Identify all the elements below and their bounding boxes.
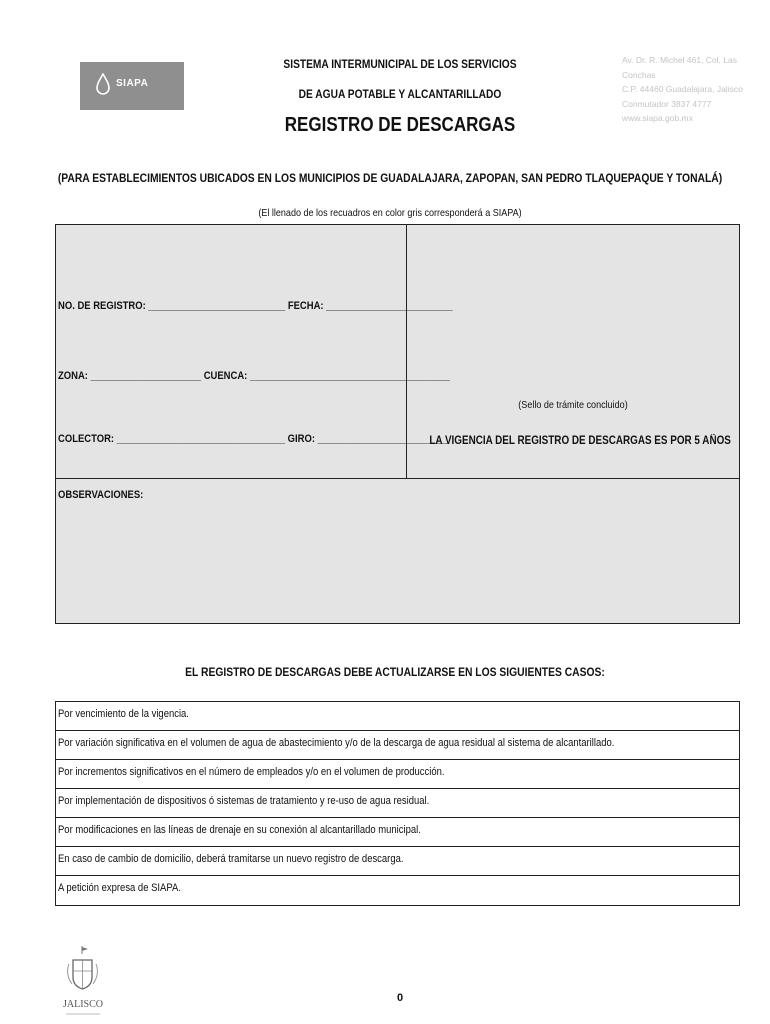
case-row [56,789,739,818]
zona-cuenca-field[interactable]: ZONA: _____________________ CUENCA: ______________________________________ [58,370,450,382]
case-text: Por variación significativa en el volumen de agua de abastecimiento y/o de la descarga de agua residual al sistema de alcantarillado. [58,737,615,749]
colector-giro-field[interactable]: COLECTOR: ________________________________ GIRO: _________________________ [58,433,450,445]
validity-notice: LA VIGENCIA DEL REGISTRO DE DESCARGAS ES POR 5 AÑOS [429,435,731,447]
case-row [56,818,739,847]
case-row [56,760,739,789]
case-row [56,702,739,731]
case-text: Por incrementos significativos en el número de empleados y/o en el volumen de producción. [58,766,445,778]
gray-note: (El llenado de los recuadros en color gris corresponderá a SIAPA) [258,207,522,219]
case-text: Por modificaciones en las líneas de drenaje en su conexión al alcantarillado municipal. [58,824,421,836]
subtitle: (PARA ESTABLECIMIENTOS UBICADOS EN LOS MUNICIPIOS DE GUADALAJARA, ZAPOPAN, SAN PEDRO TLAQUEPAQUE Y TONALÁ) [57,171,723,185]
page-number: 0 [396,992,404,1004]
address-line: C.P. 44460 Guadalajara, Jalisco [622,84,743,94]
address-block [622,53,762,126]
header-line-2: DE AGUA POTABLE Y ALCANTARILLADO [298,87,502,101]
case-text: Por vencimiento de la vigencia. [58,708,189,720]
observations-label: OBSERVACIONES: [58,489,144,501]
case-text: A petición expresa de SIAPA. [58,882,181,894]
address-line: www.siapa.gob.mx [622,113,693,123]
case-text: Por implementación de dispositivos ó sistemas de tratamiento y re-uso de agua residual. [58,795,430,807]
case-text: En caso de cambio de domicilio, deberá tramitarse un nuevo registro de descarga. [58,853,404,865]
address-line: Av. Dr. R. Michel 461, Col. Las Conchas [622,55,737,80]
jalisco-wordmark: JALISCO [62,999,104,1010]
address-line: Conmutador 3837 4777 [622,98,712,109]
case-row [56,876,739,905]
case-row [56,731,739,760]
stamp-caption: (Sello de trámite concluido) [518,399,628,411]
jalisco-seal-icon [60,944,106,1020]
registro-fecha-field[interactable]: NO. DE REGISTRO: __________________________ FECHA: ________________________ [58,300,453,312]
header-line-1: SISTEMA INTERMUNICIPAL DE LOS SERVICIOS [283,57,517,71]
case-row [56,847,739,876]
logo-text: SIAPA [116,78,149,89]
cases-table [55,701,740,906]
observations-box[interactable] [55,478,740,624]
cases-heading: EL REGISTRO DE DESCARGAS DEBE ACTUALIZARSE EN LOS SIGUIENTES CASOS: [185,665,605,679]
page-title: REGISTRO DE DESCARGAS [284,114,516,136]
